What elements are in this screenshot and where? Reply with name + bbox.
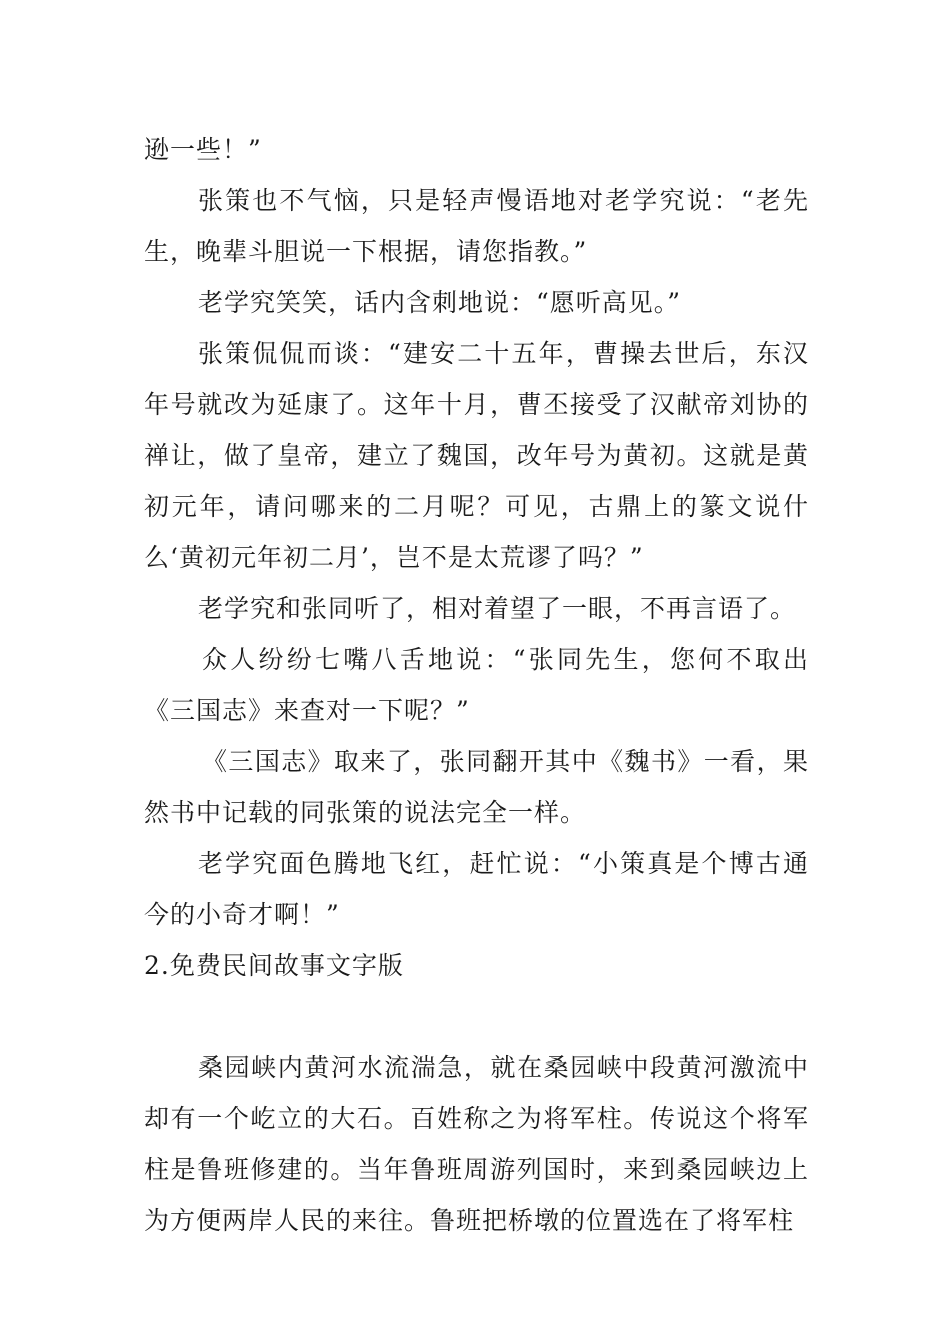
- paragraph-silence: 老学究和张同听了，相对着望了一眼，不再言语了。: [198, 594, 797, 623]
- paragraph-scholar-praise: 老学究面色腾地飞红，赶忙说：“小策真是个博古通今的小奇才啊！”: [144, 849, 809, 929]
- paragraph-crowd: 众人纷纷七嘴八舌地说：“张同先生，您何不取出《三国志》来查对一下呢？”: [144, 645, 809, 725]
- paragraph-scholar-laugh: 老学究笑笑，话内含刺地说：“愿听高见。”: [198, 288, 682, 317]
- section-heading: 2.免费民间故事文字版: [144, 951, 404, 980]
- paragraph-sanguozhi: 《三国志》取来了，张同翻开其中《魏书》一看，果然书中记载的同张策的说法完全一样。: [144, 747, 809, 827]
- paragraph-zhangce-reply: 张策也不气恼，只是轻声慢语地对老学究说：“老先生，晚辈斗胆说一下根据，请您指教。”: [144, 186, 809, 266]
- paragraph-continuation: 逊一些！”: [144, 135, 262, 164]
- section-spacer: [144, 991, 809, 1042]
- document-body: [144, 124, 809, 1246]
- paragraph-story-start: 桑园峡内黄河水流湍急，就在桑园峡中段黄河激流中却有一个屹立的大石。百姓称之为将军柱。传说这个将军柱是鲁班修建的。当年鲁班周游列国时，来到桑园峡边上为方便两岸人民的来往。鲁班把桥墩的位置选在了将军柱: [144, 1053, 809, 1235]
- paragraph-zhangce-argument: 张策侃侃而谈：“建安二十五年，曹操去世后，东汉年号就改为延康了。这年十月，曹丕接受了汉献帝刘协的禅让，做了皇帝，建立了魏国，改年号为黄初。这就是黄初元年，请问哪来的二月呢？可见，古鼎上的篆文说什么‘黄初元年初二月’，岂不是太荒谬了吗？”: [144, 339, 809, 572]
